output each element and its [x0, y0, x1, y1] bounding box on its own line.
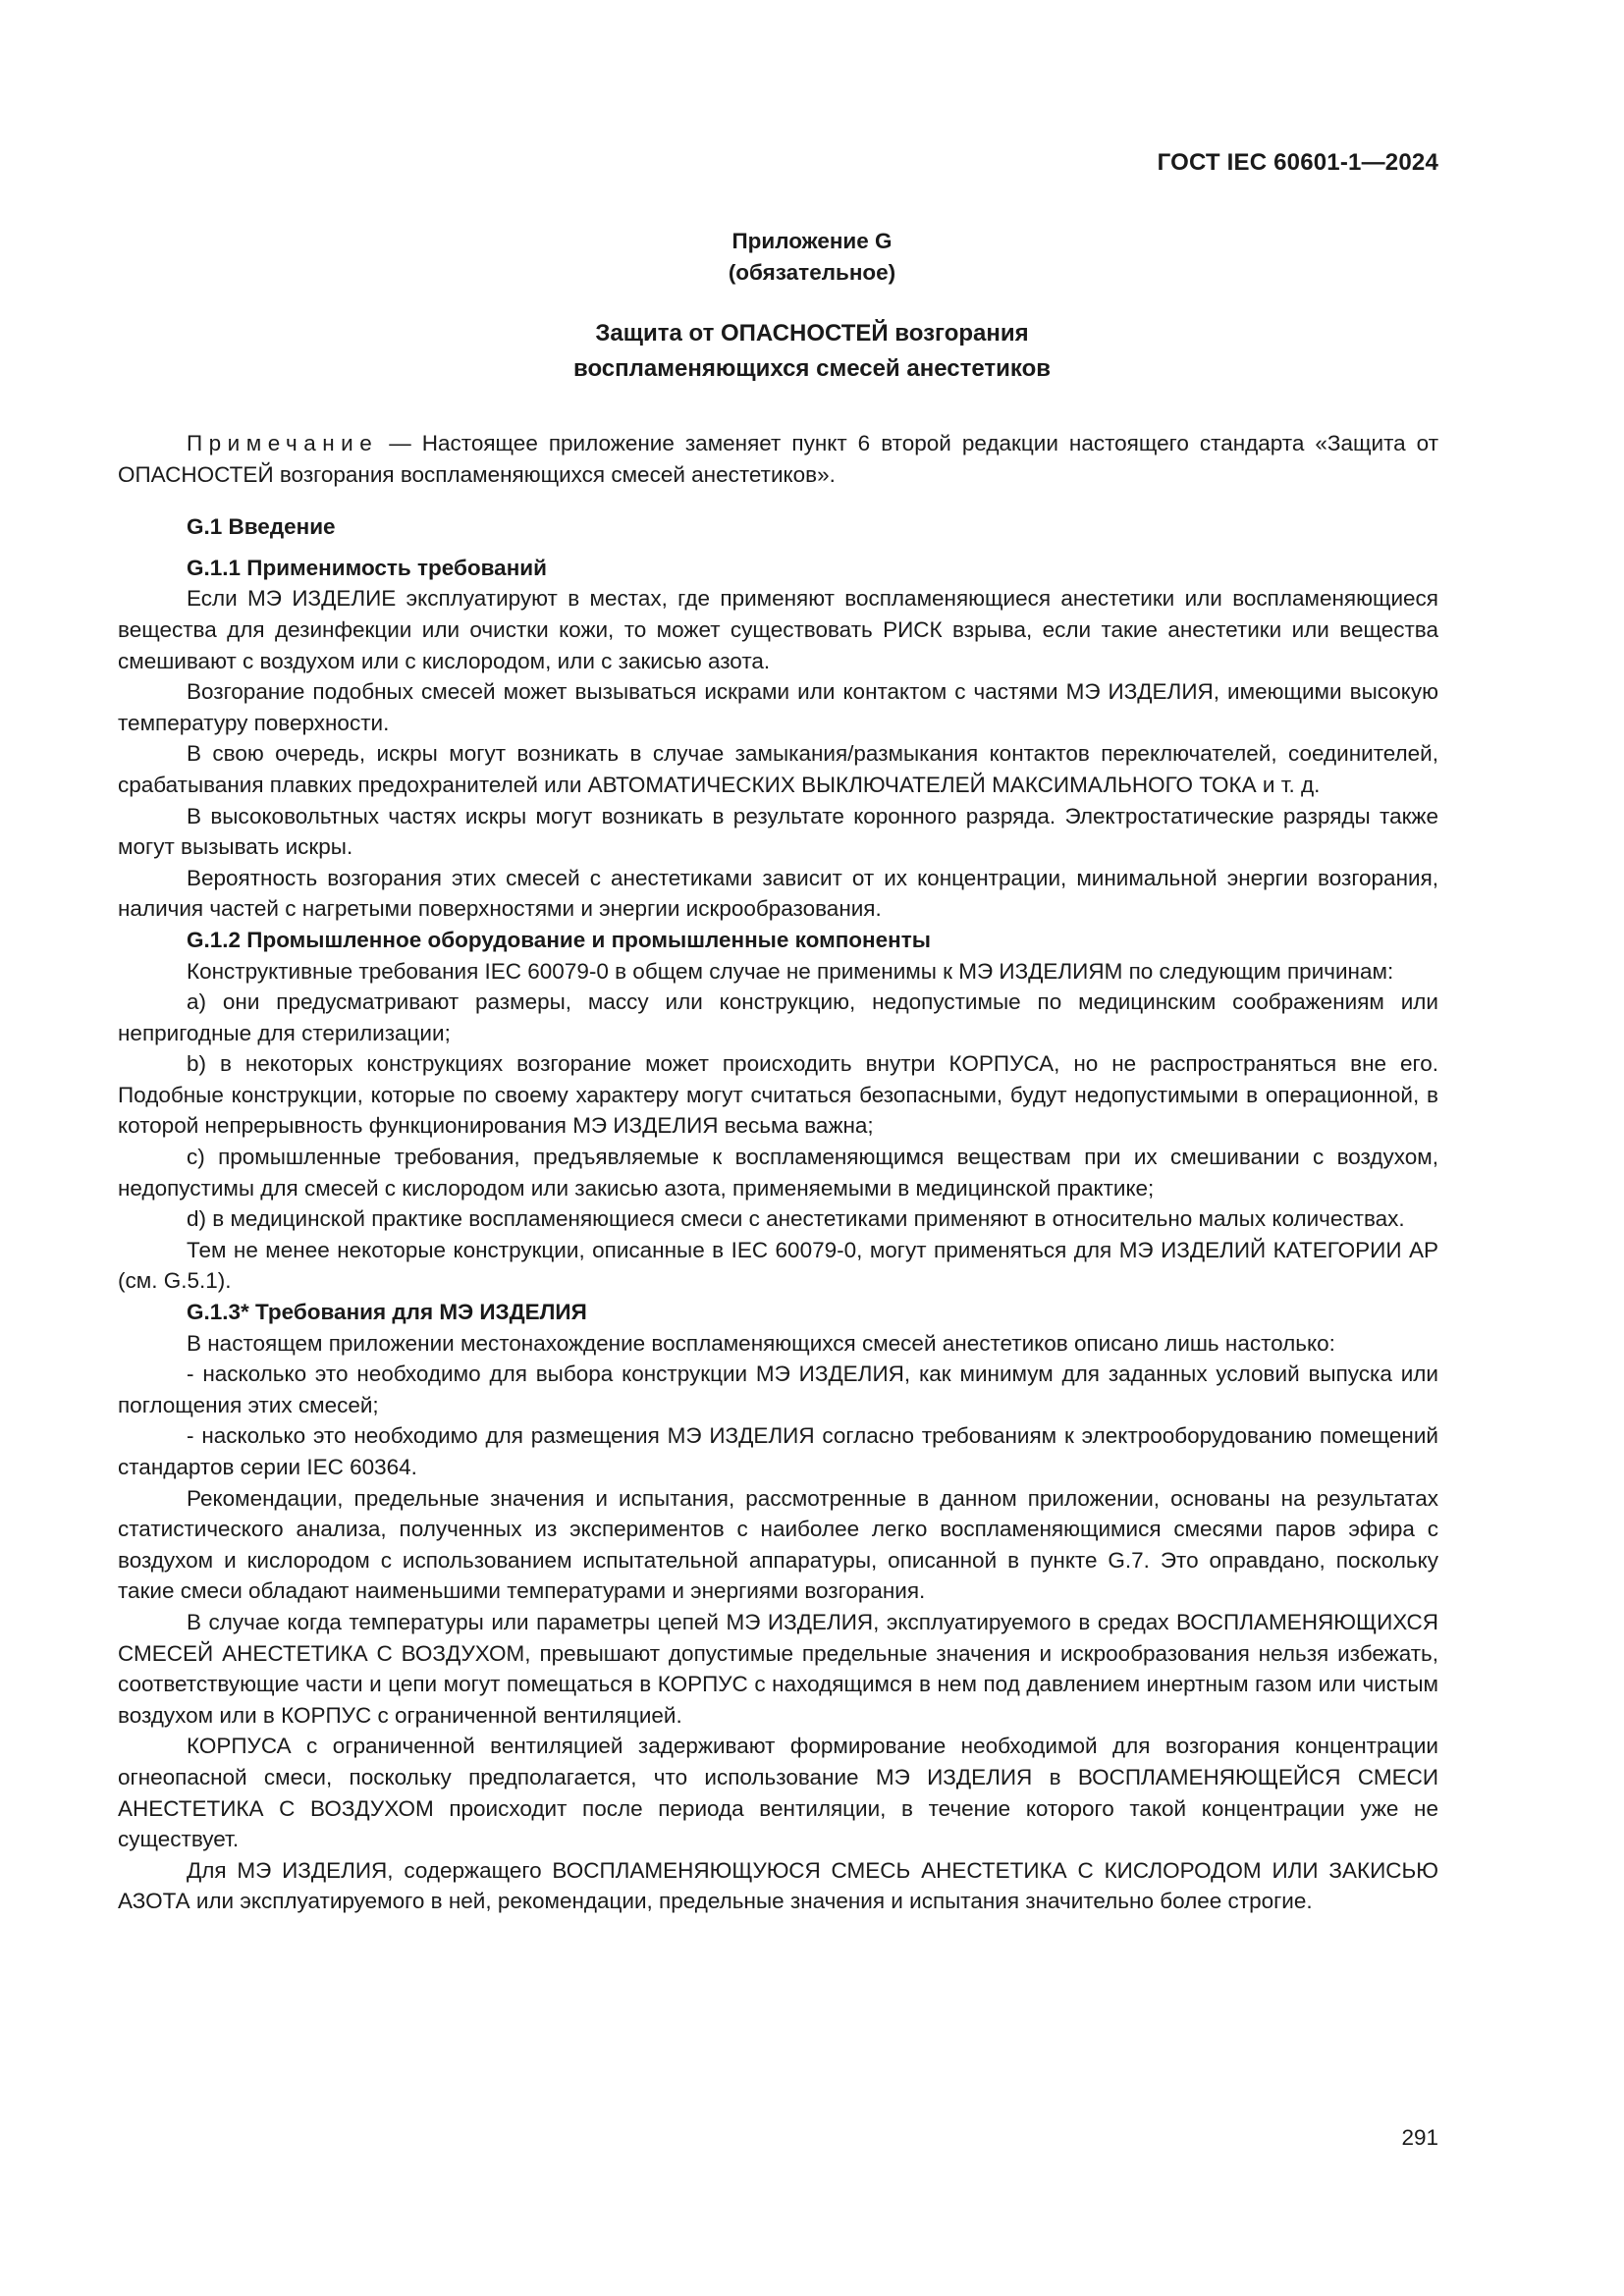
page-number: 291: [1401, 2125, 1438, 2150]
paragraph: КОРПУСА с ограниченной вентиляцией задерживают формирование необходимой для возгорания концентрации огнеопасной смеси, поскольку предполагается, что использование МЭ ИЗДЕЛИЯ в ВОСПЛАМЕНЯЮЩЕЙСЯ СМЕСИ АНЕСТЕТИКА С ВОЗДУХОМ происходит после периода вентиляции, в течение которого такой концентрации уже не существует.: [118, 1734, 1438, 1852]
paragraph: Рекомендации, предельные значения и испытания, рассмотренные в данном приложении, основаны на результатах статистического анализа, полученных из экспериментов с наиболее легко воспламеняющимися смесями паров эфира с воздухом и кислородом с использованием испытательной аппаратуры, описанной в пункте G.7. Это оправдано, поскольку такие смеси обладают наименьшими температурами и энергиями возгорания.: [118, 1485, 1438, 1604]
paragraph: Для МЭ ИЗДЕЛИЯ, содержащего ВОСПЛАМЕНЯЮЩУЮСЯ СМЕСЬ АНЕСТЕТИКА С КИСЛОРОДОМ ИЛИ ЗАКИСЬЮ АЗОТА или эксплуатируемого в ней, рекомендации, предельные значения и испытания значительно более строгие.: [118, 1857, 1438, 1914]
section-heading-g1: G.1 Введение: [187, 514, 336, 540]
paragraph: Возгорание подобных смесей может вызываться искрами или контактом с частями МЭ ИЗДЕЛИЯ, имеющими высокую температуру поверхности.: [118, 679, 1438, 735]
list-item: - насколько это необходимо для размещения МЭ ИЗДЕЛИЯ согласно требованиям к электрооборудованию помещений стандартов серии IEC 60364.: [118, 1423, 1438, 1479]
paragraph: Если МЭ ИЗДЕЛИЕ эксплуатируют в местах, где применяют воспламеняющиеся анестетики или воспламеняющиеся вещества для дезинфекции или очистки кожи, то может существовать РИСК взрыва, если такие анестетики или вещества смешивают с воздухом или с кислородом, или с закисью азота.: [118, 586, 1438, 673]
document-code: ГОСТ IEC 60601-1—2024: [1157, 149, 1438, 176]
section-heading-g13: G.1.3* Требования для МЭ ИЗДЕЛИЯ: [187, 1300, 587, 1325]
list-item: b) в некоторых конструкциях возгорание может происходить внутри КОРПУСА, но не распространяться вне его. Подобные конструкции, которые по своему характеру могут считаться безопасными, будут недопустимыми в операционной, в которой непрерывность функционирования МЭ ИЗДЕЛИЯ весьма важна;: [118, 1051, 1438, 1139]
paragraph: Конструктивные требования IEC 60079-0 в общем случае не применимы к МЭ ИЗДЕЛИЯМ по следующим причинам:: [187, 958, 1394, 984]
section-heading-g12: G.1.2 Промышленное оборудование и промышленные компоненты: [187, 927, 931, 952]
paragraph: Тем не менее некоторые конструкции, описанные в IEC 60079-0, могут применяться для МЭ ИЗДЕЛИЙ КАТЕГОРИИ AP (см. G.5.1).: [118, 1237, 1438, 1294]
note-text: — Настоящее приложение заменяет пункт 6 второй редакции настоящего стандарта «Защита от ОПАСНОСТЕЙ возгорания воспламеняющихся смесей анестетиков».: [118, 431, 1438, 487]
document-body: [118, 428, 1438, 1917]
annex-status: (обязательное): [728, 260, 896, 285]
list-item: a) они предусматривают размеры, массу или конструкцию, недопустимые по медицинским соображениям или непригодные для стерилизации;: [118, 989, 1438, 1045]
list-item: d) в медицинской практике воспламеняющиеся смеси с анестетиками применяют в относительно малых количествах.: [187, 1206, 1405, 1232]
list-item: c) промышленные требования, предъявляемые к воспламеняющимся веществам при их смешивании с воздухом, недопустимы для смесей с кислородом или закисью азота, применяемыми в медицинской практике;: [118, 1145, 1438, 1201]
paragraph: В настоящем приложении местонахождение воспламеняющихся смесей анестетиков описано лишь настолько:: [187, 1330, 1335, 1356]
paragraph: В высоковольтных частях искры могут возникать в результате коронного разряда. Электростатические разряды также могут вызывать искры.: [118, 803, 1438, 860]
paragraph: В свою очередь, искры могут возникать в случае замыкания/размыкания контактов переключателей, соединителей, срабатывания плавких предохранителей или АВТОМАТИЧЕСКИХ ВЫКЛЮЧАТЕЛЕЙ МАКСИМАЛЬНОГО ТОКА и т. д.: [118, 741, 1438, 797]
note-paragraph: [118, 428, 1438, 490]
annex-title: [118, 316, 1506, 387]
note-label: Примечание: [187, 431, 379, 455]
section-heading-g11: G.1.1 Применимость требований: [187, 555, 547, 580]
annex-label: Приложение G: [731, 229, 893, 253]
annex-heading: [118, 226, 1506, 289]
annex-title-line-2: воспламеняющихся смесей анестетиков: [573, 355, 1051, 382]
paragraph: Вероятность возгорания этих смесей с анестетиками зависит от их концентрации, минимальной энергии возгорания, наличия частей с нагретыми поверхностями и энергии искрообразования.: [118, 865, 1438, 922]
list-item: - насколько это необходимо для выбора конструкции МЭ ИЗДЕЛИЯ, как минимум для заданных условий выпуска или поглощения этих смесей;: [118, 1362, 1438, 1417]
paragraph: В случае когда температуры или параметры цепей МЭ ИЗДЕЛИЯ, эксплуатируемого в средах ВОСПЛАМЕНЯЮЩИХСЯ СМЕСЕЙ АНЕСТЕТИКА С ВОЗДУХОМ, превышают допустимые предельные значения и искрообразования нельзя избежать, соответствующие части и цепи могут помещаться в КОРПУС с находящимся в нем под давлением инертным газом или чистым воздухом или в КОРПУС с ограниченной вентиляцией.: [118, 1609, 1438, 1728]
annex-title-line-1: Защита от ОПАСНОСТЕЙ возгорания: [595, 320, 1029, 347]
